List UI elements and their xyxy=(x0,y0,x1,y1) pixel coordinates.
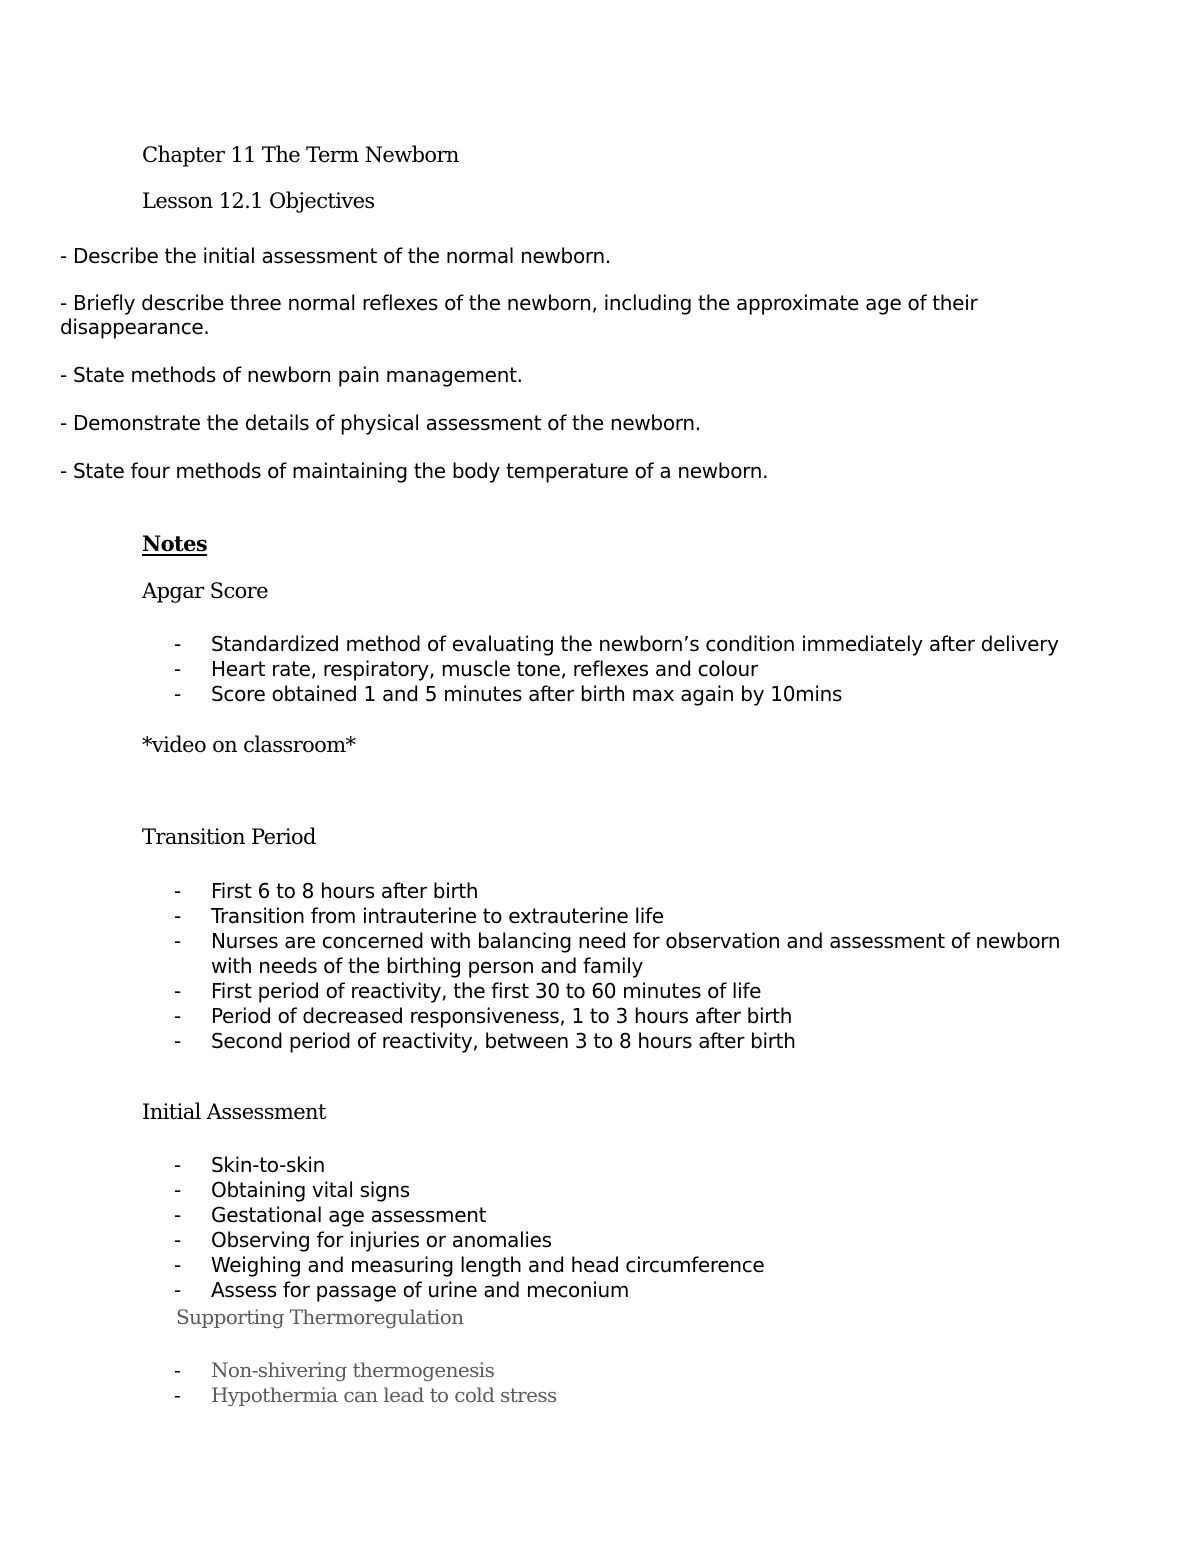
list-item-text: First 6 to 8 hours after birth xyxy=(211,879,479,903)
list-item xyxy=(0,929,1061,979)
list-item xyxy=(0,1228,1061,1253)
apgar-heading: Apgar Score xyxy=(142,579,268,603)
list-item xyxy=(0,632,1061,657)
objective-item: - Describe the initial assessment of the normal newborn. xyxy=(60,244,611,268)
list-item xyxy=(0,1178,1061,1203)
list-item xyxy=(0,1153,1061,1178)
list-item-text: Observing for injuries or anomalies xyxy=(211,1228,552,1252)
lesson-title: Lesson 12.1 Objectives xyxy=(142,189,375,213)
list-item-text: Transition from intrauterine to extrauterine life xyxy=(211,904,664,928)
objective-item: - Briefly describe three normal reflexes of the newborn, including the approximate age of their disappearance. xyxy=(60,291,978,339)
bullet-dash: - xyxy=(174,1029,181,1053)
list-item xyxy=(0,1004,1061,1029)
objective-item: - State methods of newborn pain management. xyxy=(60,363,523,387)
transition-heading: Transition Period xyxy=(142,825,316,849)
list-item xyxy=(0,1253,1061,1278)
list-item xyxy=(0,1383,1061,1408)
bullet-dash: - xyxy=(174,1153,181,1177)
list-item xyxy=(0,1029,1061,1054)
initial-assessment-list xyxy=(0,1153,1140,1303)
thermoregulation-list xyxy=(0,1358,1140,1408)
bullet-dash: - xyxy=(174,632,181,656)
list-item-text: Weighing and measuring length and head circumference xyxy=(211,1253,765,1277)
bullet-dash: - xyxy=(174,682,181,706)
list-item-text: Non-shivering thermogenesis xyxy=(211,1358,495,1382)
bullet-dash: - xyxy=(174,1228,181,1252)
list-item-text: Obtaining vital signs xyxy=(211,1178,410,1202)
bullet-dash: - xyxy=(174,1178,181,1202)
bullet-dash: - xyxy=(174,1004,181,1028)
list-item-text: Skin-to-skin xyxy=(211,1153,326,1177)
objective-item: - State four methods of maintaining the body temperature of a newborn. xyxy=(60,459,769,483)
notes-heading: Notes xyxy=(142,531,208,556)
list-item xyxy=(0,657,1061,682)
bullet-dash: - xyxy=(174,1253,181,1277)
list-item-text: Nurses are concerned with balancing need for observation and assessment of newborn with needs of the birthing person and family xyxy=(211,929,1061,978)
list-item xyxy=(0,979,1061,1004)
list-item-text: Hypothermia can lead to cold stress xyxy=(211,1383,557,1407)
bullet-dash: - xyxy=(174,1278,181,1302)
apgar-note: *video on classroom* xyxy=(142,733,356,757)
bullet-dash: - xyxy=(174,1383,181,1407)
list-item-text: Standardized method of evaluating the newborn’s condition immediately after delivery xyxy=(211,632,1059,656)
list-item xyxy=(0,682,1061,707)
chapter-title: Chapter 11 The Term Newborn xyxy=(142,143,459,167)
list-item-text: Second period of reactivity, between 3 to 8 hours after birth xyxy=(211,1029,796,1053)
bullet-dash: - xyxy=(174,657,181,681)
bullet-dash: - xyxy=(174,1358,181,1382)
bullet-dash: - xyxy=(174,979,181,1003)
list-item-text: Heart rate, respiratory, muscle tone, reflexes and colour xyxy=(211,657,758,681)
bullet-dash: - xyxy=(174,879,181,903)
list-item xyxy=(0,904,1061,929)
bullet-dash: - xyxy=(174,929,181,953)
objective-item: - Demonstrate the details of physical assessment of the newborn. xyxy=(60,411,701,435)
list-item-text: Assess for passage of urine and meconium xyxy=(211,1278,630,1302)
list-item-text: Score obtained 1 and 5 minutes after birth max again by 10mins xyxy=(211,682,843,706)
bullet-dash: - xyxy=(174,904,181,928)
list-item-text: First period of reactivity, the first 30 to 60 minutes of life xyxy=(211,979,762,1003)
initial-assessment-heading: Initial Assessment xyxy=(142,1100,326,1124)
list-item xyxy=(0,1278,1061,1303)
bullet-dash: - xyxy=(174,1203,181,1227)
apgar-list xyxy=(0,632,1140,707)
list-item-text: Gestational age assessment xyxy=(211,1203,487,1227)
list-item xyxy=(0,1358,1061,1383)
list-item xyxy=(0,879,1061,904)
transition-list xyxy=(0,879,1140,1054)
thermoregulation-heading: Supporting Thermoregulation xyxy=(176,1305,464,1329)
list-item xyxy=(0,1203,1061,1228)
list-item-text: Period of decreased responsiveness, 1 to 3 hours after birth xyxy=(211,1004,793,1028)
